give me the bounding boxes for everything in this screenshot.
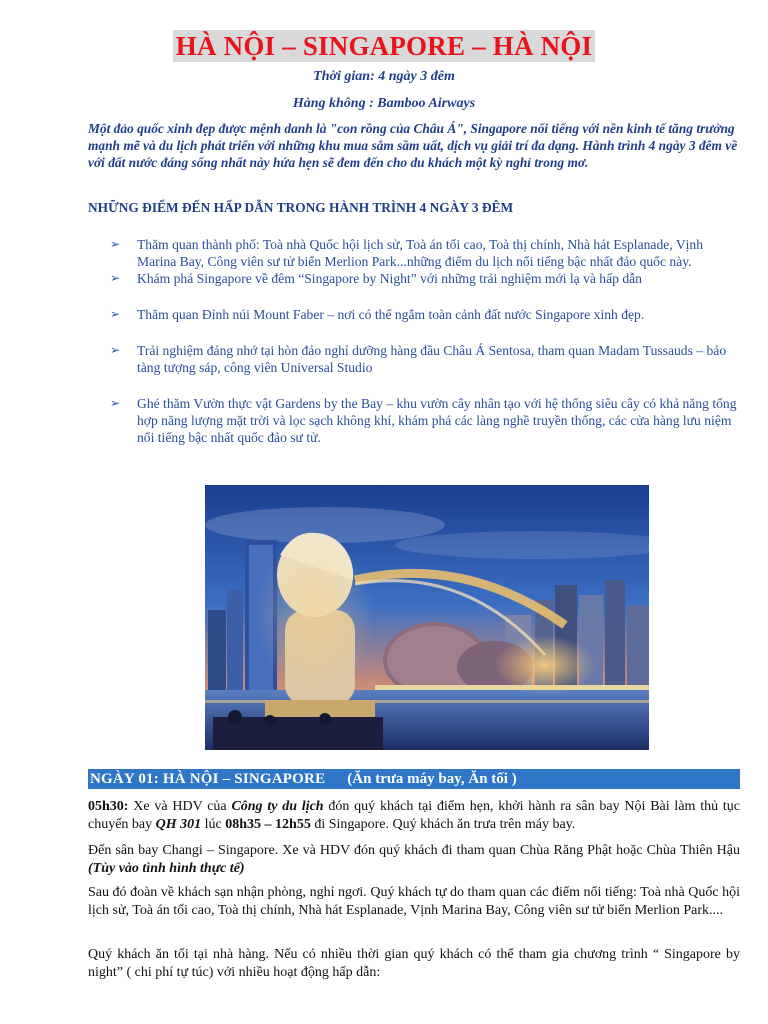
day-1-meals: (Ăn trưa máy bay, Ăn tối ) xyxy=(347,771,517,787)
airline-line: Hàng không : Bamboo Airways xyxy=(292,96,476,111)
highlights-list xyxy=(110,236,742,446)
arrow-bullet-icon: ➢ xyxy=(110,343,121,357)
day-1-paragraph-1 xyxy=(88,798,740,834)
note: (Tùy vào tình hình thực tế) xyxy=(88,861,245,876)
day-1-paragraph-3: Sau đó đoàn về khách sạn nhận phòng, nghỉ ngơi. Quý khách tự do tham quan các điểm nổi tiếng: Toà nhà Quốc hội lịch sử, Toà án tối cao, Toà thị chính, Nhà hát Esplanade, Vịnh Marina Bay, Công viên sư tử biển Merlion Park.... xyxy=(88,885,740,918)
arrow-bullet-icon: ➢ xyxy=(110,237,121,251)
highlight-item xyxy=(110,342,742,376)
text-run: Xe và HDV của xyxy=(128,799,232,814)
highlight-item xyxy=(110,270,742,287)
arrow-bullet-icon: ➢ xyxy=(110,307,121,321)
text-run: đi Singapore. Quý khách ăn trưa trên máy bay. xyxy=(310,817,576,832)
page-title: HÀ NỘI – SINGAPORE – HÀ NỘI xyxy=(173,30,595,62)
highlight-text: Thăm quan thành phố: Toà nhà Quốc hội lịch sử, Toà án tối cao, Toà thị chính, Nhà hát Esplanade, Vịnh Marina Bay, Công viên sư tử biển Merlion Park...những điểm du lịch nổi tiếng bậc nhất đảo quốc này. xyxy=(137,237,704,269)
highlight-text: Thăm quan Đỉnh núi Mount Faber – nơi có thể ngắm toàn cảnh đất nước Singapore xinh đẹp. xyxy=(137,307,645,322)
text-run: lúc xyxy=(201,817,226,832)
flight-code: QH 301 xyxy=(155,817,202,832)
intro-paragraph: Một đảo quốc xinh đẹp được mệnh danh là "con rồng của Châu Á", Singapore nổi tiếng với nền kinh tế tăng trưởng mạnh mẽ và du lịch phát triển với những khu mua sắm sầm uất, dịch vụ giải trí đa dạng. Hành trình 4 ngày 3 đêm về với đất nước đáng sống nhất này hứa hẹn sẽ đem đến cho du khách một kỳ nghỉ trong mơ. xyxy=(88,121,738,170)
day-1-paragraph-2 xyxy=(88,842,740,878)
duration-line: Thời gian: 4 ngày 3 đêm xyxy=(313,69,455,84)
highlights-heading: NHỮNG ĐIỂM ĐẾN HẤP DẪN TRONG HÀNH TRÌNH 4 NGÀY 3 ĐÊM xyxy=(88,200,514,215)
highlight-item xyxy=(110,395,742,446)
company-name: Công ty du lịch xyxy=(231,799,324,814)
highlight-text: Ghé thăm Vườn thực vật Gardens by the Bay – khu vườn cây nhân tạo với hệ thống siêu cây có khả năng tổng hợp năng lượng mặt trời và lọc sạch không khí, khám phá các làng nghề truyền thống, các cửa hàng lưu niệm nổi tiếng bậc nhất quốc đảo sư tử. xyxy=(137,396,737,445)
highlight-text: Trải nghiệm đáng nhớ tại hòn đảo nghỉ dưỡng hàng đầu Châu Á Sentosa, tham quan Madam Tussauds – bảo tàng tượng sáp, công viên Universal Studio xyxy=(137,343,727,375)
text-run: đón quý khách tại điểm hẹn, khởi hành ra sân bay Nội Bài làm thủ tục chuyến bay xyxy=(88,799,740,832)
title-block xyxy=(0,30,768,62)
singapore-skyline-image xyxy=(205,485,649,750)
day-1-paragraph-4: Quý khách ăn tối tại nhà hàng. Nếu có nhiều thời gian quý khách có thể tham gia chương trình “ Singapore by night” ( chi phí tự túc) với nhiều hoạt động hấp dẫn: xyxy=(88,947,740,980)
merlion-photo xyxy=(205,485,649,750)
arrow-bullet-icon: ➢ xyxy=(110,396,121,410)
text-run: Đến sân bay Changi – Singapore. Xe và HDV đón quý khách đi tham quan Chùa Răng Phật hoặc Chùa Thiên Hậu xyxy=(88,843,740,858)
time-label: 05h30: xyxy=(88,799,129,814)
highlight-item xyxy=(110,306,742,323)
highlight-text: Khám phá Singapore về đêm “Singapore by Night” với những trải nghiệm mới lạ và hấp dẫn xyxy=(137,271,642,286)
flight-time: 08h35 – 12h55 xyxy=(225,817,311,832)
highlight-item xyxy=(110,236,742,270)
arrow-bullet-icon: ➢ xyxy=(110,271,121,285)
day-1-heading xyxy=(88,769,740,789)
day-1-title: NGÀY 01: HÀ NỘI – SINGAPORE xyxy=(90,771,326,787)
